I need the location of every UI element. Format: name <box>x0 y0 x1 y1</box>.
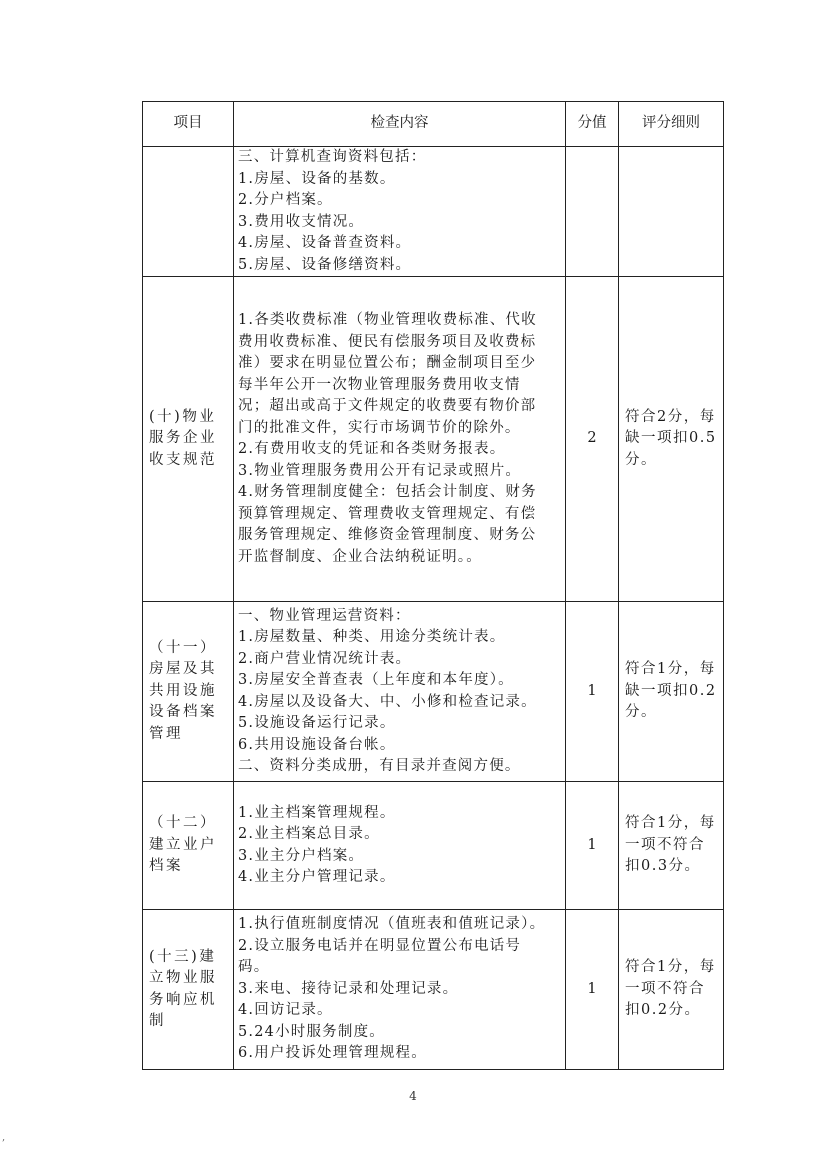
row-rule-cell <box>619 147 724 277</box>
row-content-cell <box>234 147 566 277</box>
table-row <box>143 602 724 782</box>
row-item-cell <box>143 602 234 782</box>
content-line: 二、资料分类成册，有目录并查阅方便。 <box>238 758 521 774</box>
content-line: 3.房屋安全普查表（上年度和本年度）。 <box>238 672 514 688</box>
row-score-cell: 1 <box>566 910 619 1070</box>
row-item-cell <box>143 147 234 277</box>
row-item-text: （十一）房屋及其共用设施设备档案管理 <box>149 639 217 742</box>
content-line: 6.共用设施设备台帐。 <box>238 736 396 753</box>
content-line: 2.商户营业情况统计表。 <box>238 650 412 667</box>
content-line: 1.房屋数量、种类、用途分类统计表。 <box>238 629 506 645</box>
content-line: 5.设施设备运行记录。 <box>238 715 396 731</box>
page-number: 4 <box>409 1089 417 1103</box>
content-line: 5.房屋、设备修缮资料。 <box>238 256 412 273</box>
content-line: 准）要求在明显位置公布；酬金制项目至少 <box>238 355 537 371</box>
content-line: 6.用户投诉处理管理规程。 <box>238 1045 427 1062</box>
content-line: 4.回访记录。 <box>238 1002 333 1019</box>
content-line: 1.业主档案管理规程。 <box>238 804 396 821</box>
content-line: 门的批准文件，实行市场调节价的除外。 <box>238 419 521 436</box>
content-line: 一、物业管理运营资料： <box>238 607 411 624</box>
content-line: 4.房屋以及设备大、中、小修和检查记录。 <box>238 693 537 710</box>
edge-mark: , <box>2 1132 6 1143</box>
row-rule-cell <box>619 910 724 1070</box>
row-rule-cell <box>619 602 724 782</box>
row-content-cell <box>234 277 566 602</box>
row-score-cell: 2 <box>566 277 619 602</box>
header-rule: 评分细则 <box>619 102 724 147</box>
table-row <box>143 277 724 602</box>
content-line: 服务管理规定、维修资金管理制度、财务公 <box>238 527 537 543</box>
row-item-cell <box>143 277 234 602</box>
content-line: 4.房屋、设备普查资料。 <box>238 235 412 251</box>
content-line: 3.物业管理服务费用公开有记录或照片。 <box>238 462 522 479</box>
table-row <box>143 910 724 1070</box>
row-rule-cell <box>619 782 724 910</box>
content-line: 4.业主分户管理记录。 <box>238 869 396 885</box>
content-line: 每半年公开一次物业管理服务费用收支情 <box>238 376 521 393</box>
row-score-cell <box>566 147 619 277</box>
content-line: 2.设立服务电话并在明显位置公布电话号 <box>238 937 522 954</box>
row-rule-text: 符合1分，每一项不符合扣0.3分。 <box>625 815 716 875</box>
content-line: 三、计算机查询资料包括： <box>238 149 427 165</box>
row-rule-text: 符合1分，每一项不符合扣0.2分。 <box>625 959 716 1019</box>
content-line: 3.来电、接待记录和处理记录。 <box>238 980 459 997</box>
content-line: 码。 <box>238 959 270 976</box>
header-score: 分值 <box>566 102 619 147</box>
content-line: 开监督制度、企业合法纳税证明。。 <box>238 548 482 565</box>
row-item-cell <box>143 782 234 910</box>
content-line: 3.费用收支情况。 <box>238 213 365 230</box>
content-line: 费用收费标准、便民有偿服务项目及收费标 <box>238 333 537 350</box>
row-item-text: （十二）建立业户档案 <box>149 815 217 875</box>
content-line: 预算管理规定、管理费收支管理规定、有偿 <box>238 505 537 522</box>
content-line: 5.24小时服务制度。 <box>238 1023 385 1040</box>
row-item-cell <box>143 910 234 1070</box>
row-score-cell: 1 <box>566 782 619 910</box>
content-line: 况；超出或高于文件规定的收费要有物价部 <box>238 398 537 414</box>
row-score-cell: 1 <box>566 602 619 782</box>
row-rule-cell <box>619 277 724 602</box>
row-rule-text: 符合1分，每缺一项扣0.2分。 <box>625 661 717 721</box>
row-rule-text: 符合2分，每缺一项扣0.5分。 <box>625 408 717 468</box>
table-row <box>143 782 724 910</box>
row-item-text: (十)物业服务企业收支规范 <box>149 408 217 468</box>
content-line: 4.财务管理制度健全：包括会计制度、财务 <box>238 484 537 500</box>
header-content: 检查内容 <box>234 102 566 147</box>
content-line: 2.有费用收支的凭证和各类财务报表。 <box>238 441 506 457</box>
table-row <box>143 147 724 277</box>
row-content-cell <box>234 782 566 910</box>
row-content-cell <box>234 602 566 782</box>
row-content-cell <box>234 910 566 1070</box>
row-item-text: (十三)建立物业服务响应机制 <box>149 948 217 1029</box>
inspection-table <box>142 101 724 1070</box>
content-line: 3.业主分户档案。 <box>238 847 365 864</box>
content-line: 1.房屋、设备的基数。 <box>238 170 396 187</box>
content-line: 1.各类收费标准（物业管理收费标准、代收 <box>238 312 537 328</box>
content-line: 1.执行值班制度情况（值班表和值班记录）。 <box>238 916 546 933</box>
table-header-row <box>143 102 724 147</box>
content-line: 2.业主档案总目录。 <box>238 826 380 842</box>
header-item: 项目 <box>143 102 234 147</box>
content-line: 2.分户档案。 <box>238 192 333 208</box>
